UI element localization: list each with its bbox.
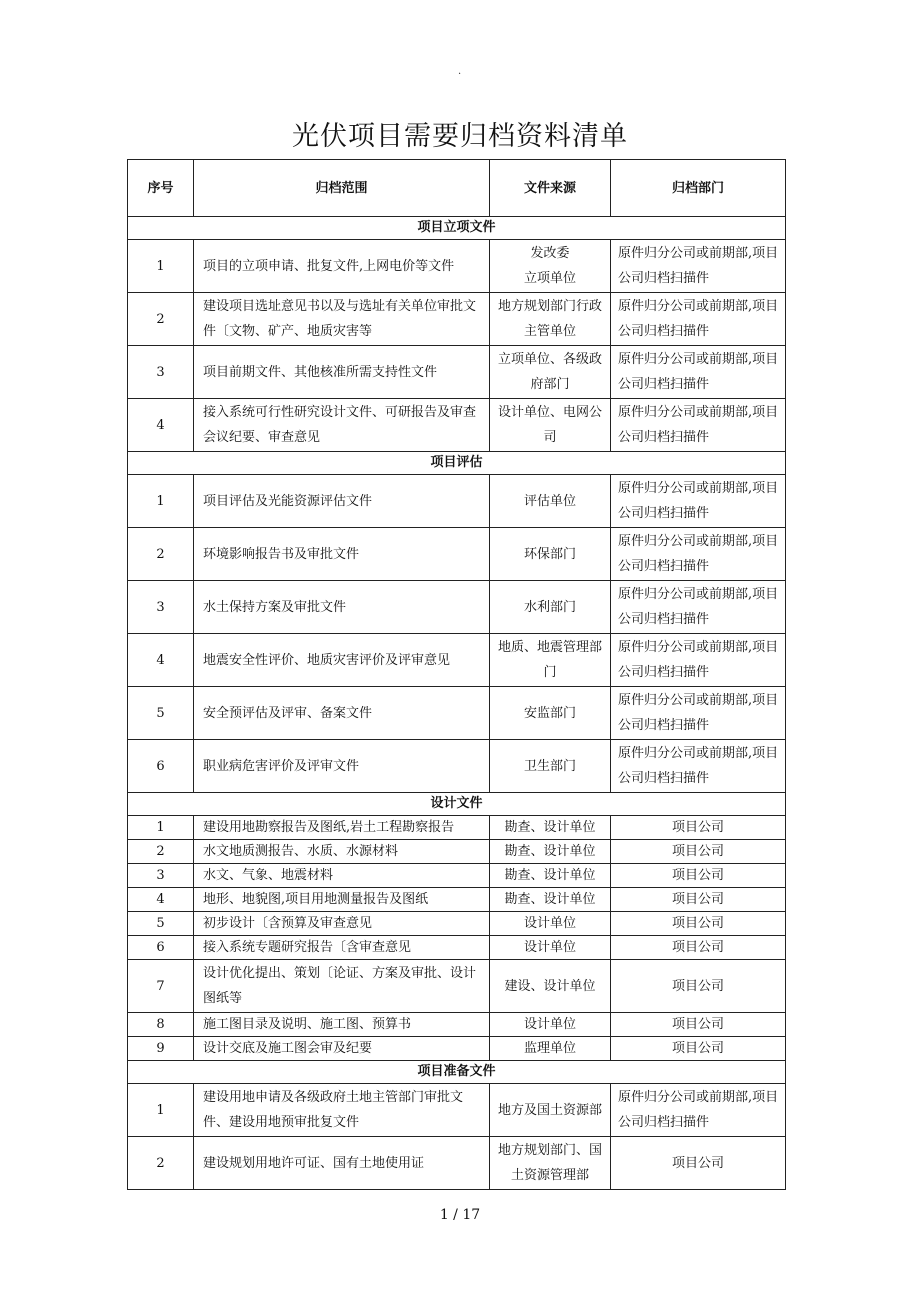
table-row (128, 840, 786, 864)
row-number: 5 (128, 912, 194, 936)
row-dept: 项目公司 (611, 960, 786, 1013)
row-number: 7 (128, 960, 194, 1013)
row-source: 立项单位、各级政府部门 (490, 346, 611, 399)
row-dept: 原件归分公司或前期部,项目公司归档扫描件 (611, 634, 786, 687)
row-scope: 建设用地申请及各级政府土地主管部门审批文件、建设用地预审批复文件 (194, 1084, 490, 1137)
row-dept: 原件归分公司或前期部,项目公司归档扫描件 (611, 1084, 786, 1137)
section-title: 项目评估 (128, 452, 786, 475)
row-scope: 项目评估及光能资源评估文件 (194, 475, 490, 528)
row-dept: 项目公司 (611, 1137, 786, 1190)
row-number: 3 (128, 581, 194, 634)
row-number: 2 (128, 1137, 194, 1190)
row-number: 6 (128, 740, 194, 793)
table-row (128, 936, 786, 960)
row-number: 1 (128, 475, 194, 528)
row-dept: 项目公司 (611, 912, 786, 936)
header-source: 文件来源 (490, 160, 611, 217)
row-scope: 接入系统专题研究报告〔含审查意见 (194, 936, 490, 960)
row-source: 地质、地震管理部门 (490, 634, 611, 687)
row-source: 地方规划部门行政主管单位 (490, 293, 611, 346)
row-source: 安监部门 (490, 687, 611, 740)
table-row (128, 864, 786, 888)
row-scope: 环境影响报告书及审批文件 (194, 528, 490, 581)
table-row (128, 687, 786, 740)
row-source: 建设、设计单位 (490, 960, 611, 1013)
page-number: 1 / 17 (439, 1207, 481, 1223)
row-number: 1 (128, 1084, 194, 1137)
row-dept: 项目公司 (611, 1013, 786, 1037)
row-scope: 初步设计〔含预算及审查意见 (194, 912, 490, 936)
row-number: 6 (128, 936, 194, 960)
row-source: 卫生部门 (490, 740, 611, 793)
row-scope: 建设项目选址意见书以及与选址有关单位审批文件〔文物、矿产、地质灾害等 (194, 293, 490, 346)
row-dept: 项目公司 (611, 936, 786, 960)
row-source: 勘查、设计单位 (490, 888, 611, 912)
row-source: 评估单位 (490, 475, 611, 528)
row-number: 9 (128, 1037, 194, 1061)
row-dept: 原件归分公司或前期部,项目公司归档扫描件 (611, 346, 786, 399)
row-source: 发改委 立项单位 (490, 240, 611, 293)
section-title: 项目准备文件 (128, 1061, 786, 1084)
row-source: 设计单位 (490, 912, 611, 936)
row-dept: 项目公司 (611, 864, 786, 888)
page-title: 光伏项目需要归档资料清单 (292, 121, 628, 152)
row-source: 环保部门 (490, 528, 611, 581)
table-row (128, 816, 786, 840)
row-number: 1 (128, 240, 194, 293)
table-row (128, 1037, 786, 1061)
row-scope: 设计交底及施工图会审及纪要 (194, 1037, 490, 1061)
row-number: 2 (128, 840, 194, 864)
table-row (128, 740, 786, 793)
row-scope: 建设用地勘察报告及图纸,岩土工程勘察报告 (194, 816, 490, 840)
row-scope: 项目的立项申请、批复文件,上网电价等文件 (194, 240, 490, 293)
row-number: 2 (128, 293, 194, 346)
row-dept: 项目公司 (611, 888, 786, 912)
table-row (128, 888, 786, 912)
row-number: 8 (128, 1013, 194, 1037)
row-number: 4 (128, 399, 194, 452)
section-header-row (128, 1061, 786, 1084)
row-dept: 原件归分公司或前期部,项目公司归档扫描件 (611, 687, 786, 740)
section-header-row (128, 793, 786, 816)
row-scope: 项目前期文件、其他核准所需支持性文件 (194, 346, 490, 399)
section-header-row (128, 217, 786, 240)
section-title: 设计文件 (128, 793, 786, 816)
row-scope: 安全预评估及评审、备案文件 (194, 687, 490, 740)
row-scope: 地震安全性评价、地质灾害评价及评审意见 (194, 634, 490, 687)
row-scope: 职业病危害评价及评审文件 (194, 740, 490, 793)
row-source: 勘查、设计单位 (490, 864, 611, 888)
row-number: 4 (128, 888, 194, 912)
row-dept: 项目公司 (611, 1037, 786, 1061)
row-number: 4 (128, 634, 194, 687)
table-row (128, 399, 786, 452)
row-number: 5 (128, 687, 194, 740)
table-row (128, 1137, 786, 1190)
table-body (128, 217, 786, 1190)
table-row (128, 1084, 786, 1137)
row-dept: 原件归分公司或前期部,项目公司归档扫描件 (611, 528, 786, 581)
row-source: 设计单位 (490, 936, 611, 960)
row-scope: 接入系统可行性研究设计文件、可研报告及审查会议纪要、审查意见 (194, 399, 490, 452)
row-source: 地方规划部门、国土资源管理部 (490, 1137, 611, 1190)
row-dept: 原件归分公司或前期部,项目公司归档扫描件 (611, 399, 786, 452)
archive-table (127, 159, 786, 1190)
header-dept: 归档部门 (611, 160, 786, 217)
row-scope: 建设规划用地许可证、国有土地使用证 (194, 1137, 490, 1190)
table-row (128, 1013, 786, 1037)
section-title: 项目立项文件 (128, 217, 786, 240)
row-scope: 水文地质测报告、水质、水源材料 (194, 840, 490, 864)
row-scope: 施工图目录及说明、施工图、预算书 (194, 1013, 490, 1037)
row-dept: 原件归分公司或前期部,项目公司归档扫描件 (611, 240, 786, 293)
row-source: 勘查、设计单位 (490, 816, 611, 840)
table-row (128, 634, 786, 687)
row-source: 设计单位、电网公司 (490, 399, 611, 452)
row-scope: 设计优化提出、策划〔论证、方案及审批、设计图纸等 (194, 960, 490, 1013)
row-dept: 项目公司 (611, 816, 786, 840)
row-source: 地方及国土资源部 (490, 1084, 611, 1137)
table-row (128, 581, 786, 634)
row-number: 3 (128, 346, 194, 399)
row-source: 水利部门 (490, 581, 611, 634)
table-row (128, 475, 786, 528)
table-row (128, 346, 786, 399)
row-source: 勘查、设计单位 (490, 840, 611, 864)
row-dept: 项目公司 (611, 840, 786, 864)
row-source: 监理单位 (490, 1037, 611, 1061)
header-no: 序号 (128, 160, 194, 217)
table-row (128, 293, 786, 346)
table-row (128, 912, 786, 936)
table-row (128, 240, 786, 293)
row-number: 2 (128, 528, 194, 581)
row-scope: 水土保持方案及审批文件 (194, 581, 490, 634)
row-dept: 原件归分公司或前期部,项目公司归档扫描件 (611, 581, 786, 634)
table-row (128, 528, 786, 581)
row-scope: 水文、气象、地震材料 (194, 864, 490, 888)
table-row (128, 960, 786, 1013)
row-source: 设计单位 (490, 1013, 611, 1037)
header-row (128, 160, 786, 217)
row-number: 3 (128, 864, 194, 888)
row-dept: 原件归分公司或前期部,项目公司归档扫描件 (611, 740, 786, 793)
row-scope: 地形、地貌图,项目用地测量报告及图纸 (194, 888, 490, 912)
row-dept: 原件归分公司或前期部,项目公司归档扫描件 (611, 475, 786, 528)
top-mark: . (458, 66, 462, 77)
section-header-row (128, 452, 786, 475)
row-dept: 原件归分公司或前期部,项目公司归档扫描件 (611, 293, 786, 346)
header-scope: 归档范围 (194, 160, 490, 217)
row-number: 1 (128, 816, 194, 840)
